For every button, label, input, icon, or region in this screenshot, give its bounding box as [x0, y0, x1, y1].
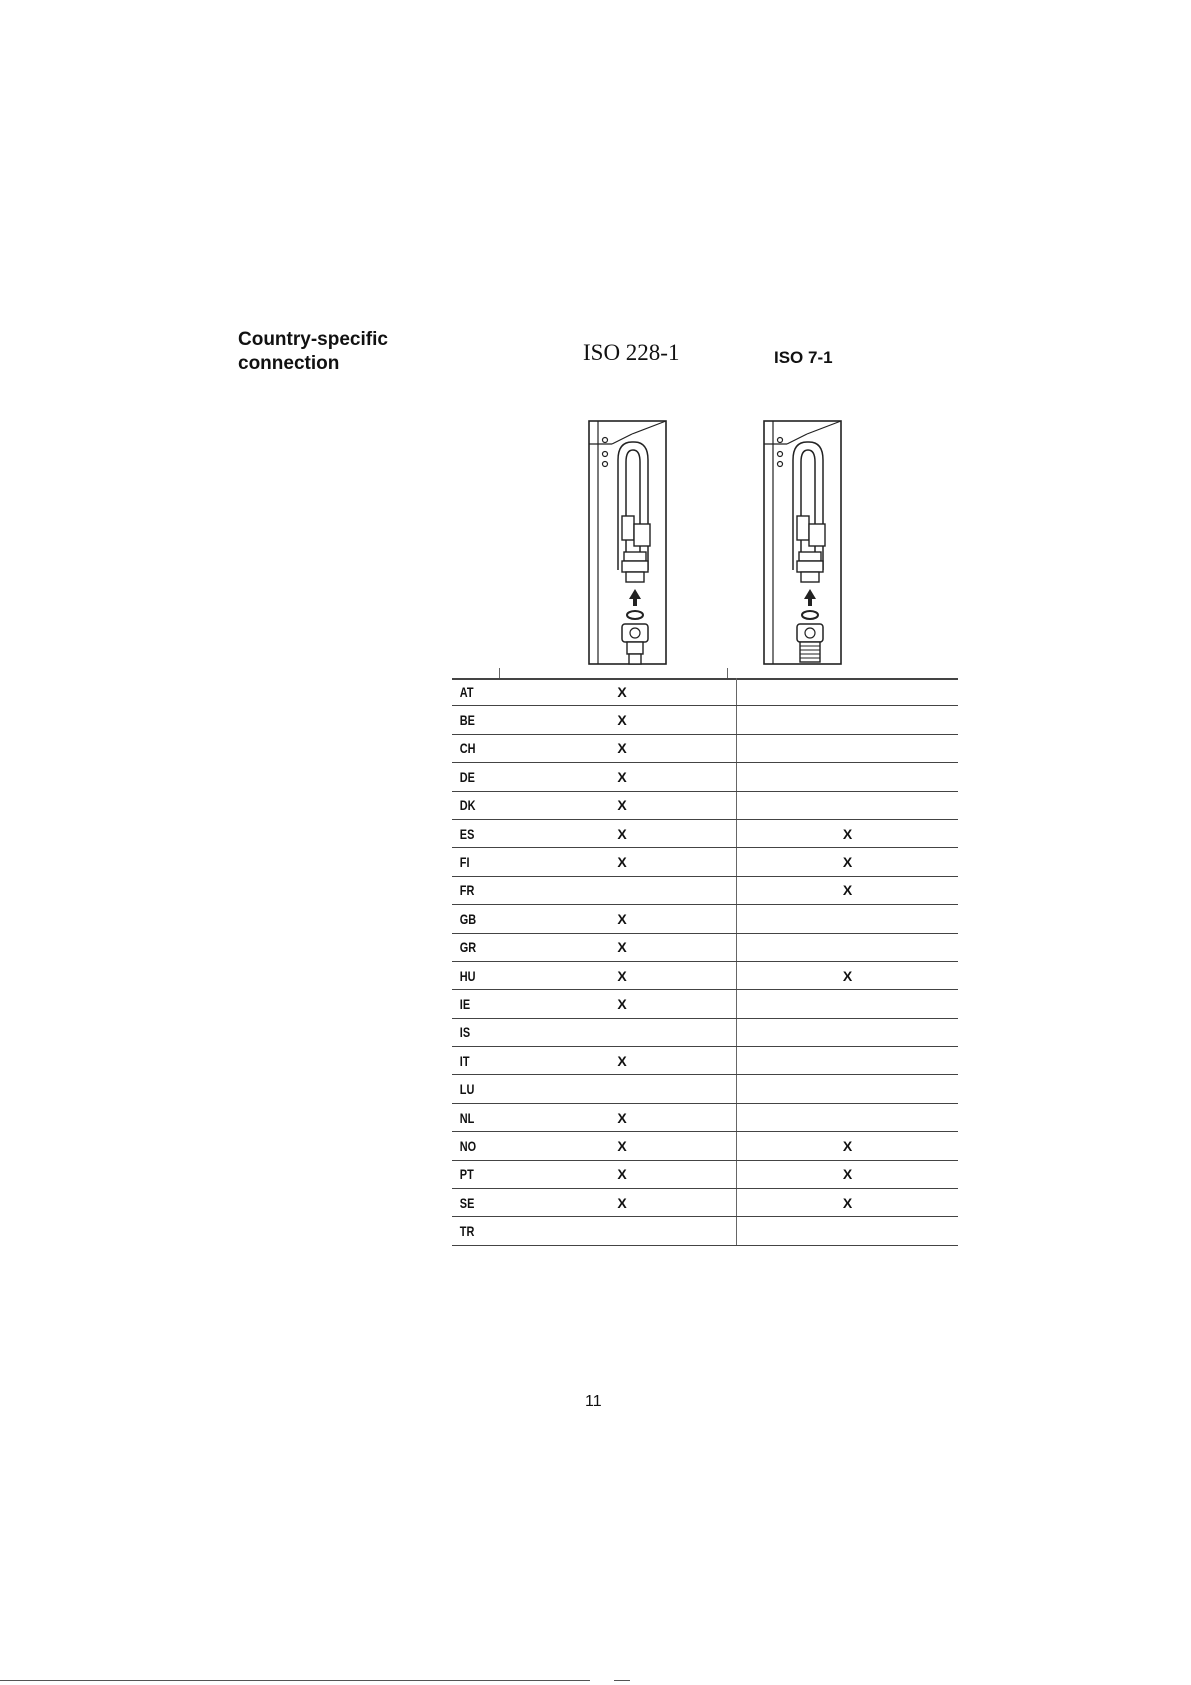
- country-code: ES: [452, 819, 496, 847]
- iso-228-1-mark: X: [508, 734, 737, 762]
- iso-228-1-mark: X: [508, 1132, 737, 1160]
- country-code: PT: [452, 1160, 496, 1188]
- table-row: [452, 1075, 958, 1103]
- iso-7-1-connection-diagram: [763, 420, 843, 666]
- table-row: [452, 1132, 958, 1160]
- country-connection-table: [452, 678, 958, 1246]
- country-rows: [452, 678, 958, 1245]
- country-code: IS: [452, 1018, 496, 1046]
- column-divider-stub: [499, 668, 500, 678]
- table-row: [452, 1217, 958, 1245]
- table-row: [452, 706, 958, 734]
- table-row: [452, 848, 958, 876]
- country-code: DE: [452, 763, 496, 791]
- country-code: BE: [452, 706, 496, 734]
- iso-7-1-mark: X: [737, 1132, 959, 1160]
- country-code: HU: [452, 961, 496, 989]
- iso-7-1-mark: [737, 1047, 959, 1075]
- table-row: [452, 990, 958, 1018]
- table-row: [452, 961, 958, 989]
- iso-7-1-mark: [737, 706, 959, 734]
- footer-rule: [0, 1680, 590, 1681]
- iso-7-1-mark: [737, 791, 959, 819]
- country-code: CH: [452, 734, 496, 762]
- iso-7-1-mark: [737, 678, 959, 706]
- table-row: [452, 1189, 958, 1217]
- iso-228-1-mark: X: [508, 1103, 737, 1131]
- iso-7-1-mark: [737, 1075, 959, 1103]
- iso-7-1-mark: [737, 1103, 959, 1131]
- table-row: [452, 1047, 958, 1075]
- iso-7-1-mark: X: [737, 876, 959, 904]
- iso-7-1-mark: X: [737, 1189, 959, 1217]
- country-code: GB: [452, 905, 496, 933]
- column-header-iso-228-1: ISO 228-1: [583, 340, 680, 365]
- iso-228-1-mark: X: [508, 1047, 737, 1075]
- country-code: SE: [452, 1189, 496, 1217]
- table-row: [452, 678, 958, 706]
- country-code: AT: [452, 678, 496, 706]
- country-code: NO: [452, 1132, 496, 1160]
- country-code: IE: [452, 990, 496, 1018]
- table-row: [452, 876, 958, 904]
- iso-228-1-mark: X: [508, 961, 737, 989]
- iso-228-1-mark: [508, 876, 737, 904]
- iso-228-1-mark: X: [508, 791, 737, 819]
- iso-228-connection-diagram: [588, 420, 668, 666]
- table-row: [452, 933, 958, 961]
- iso-228-1-mark: X: [508, 1189, 737, 1217]
- iso-228-1-mark: X: [508, 819, 737, 847]
- iso-228-1-mark: X: [508, 1160, 737, 1188]
- table-row: [452, 1018, 958, 1046]
- iso-228-1-mark: [508, 1075, 737, 1103]
- table-row: [452, 734, 958, 762]
- iso-7-1-mark: X: [737, 848, 959, 876]
- country-code: NL: [452, 1103, 496, 1131]
- iso-7-1-mark: [737, 1018, 959, 1046]
- page-number: 11: [585, 1393, 602, 1410]
- country-code: FR: [452, 876, 496, 904]
- iso-228-1-mark: X: [508, 763, 737, 791]
- iso-7-1-mark: X: [737, 1160, 959, 1188]
- table-row: [452, 763, 958, 791]
- country-code: IT: [452, 1047, 496, 1075]
- iso-228-1-mark: X: [508, 706, 737, 734]
- column-header-iso-7-1: ISO 7-1: [774, 348, 833, 367]
- country-code: FI: [452, 848, 496, 876]
- iso-7-1-mark: [737, 734, 959, 762]
- iso-7-1-mark: X: [737, 961, 959, 989]
- table-row: [452, 905, 958, 933]
- country-code: LU: [452, 1075, 496, 1103]
- section-heading: Country-specific connection: [238, 329, 388, 374]
- iso-228-1-mark: X: [508, 848, 737, 876]
- column-divider-stub: [727, 668, 728, 678]
- country-code: GR: [452, 933, 496, 961]
- iso-7-1-mark: [737, 763, 959, 791]
- footer-mark: [614, 1680, 630, 1681]
- iso-7-1-mark: X: [737, 819, 959, 847]
- iso-228-1-mark: [508, 1018, 737, 1046]
- table-row: [452, 1103, 958, 1131]
- iso-7-1-mark: [737, 905, 959, 933]
- iso-7-1-mark: [737, 1217, 959, 1245]
- iso-228-1-mark: X: [508, 905, 737, 933]
- iso-228-1-mark: X: [508, 678, 737, 706]
- iso-7-1-mark: [737, 933, 959, 961]
- iso-228-1-mark: X: [508, 933, 737, 961]
- country-code: TR: [452, 1217, 496, 1245]
- country-code: DK: [452, 791, 496, 819]
- table-row: [452, 1160, 958, 1188]
- iso-228-1-mark: X: [508, 990, 737, 1018]
- iso-228-1-mark: [508, 1217, 737, 1245]
- table-row: [452, 791, 958, 819]
- table-row: [452, 819, 958, 847]
- iso-7-1-mark: [737, 990, 959, 1018]
